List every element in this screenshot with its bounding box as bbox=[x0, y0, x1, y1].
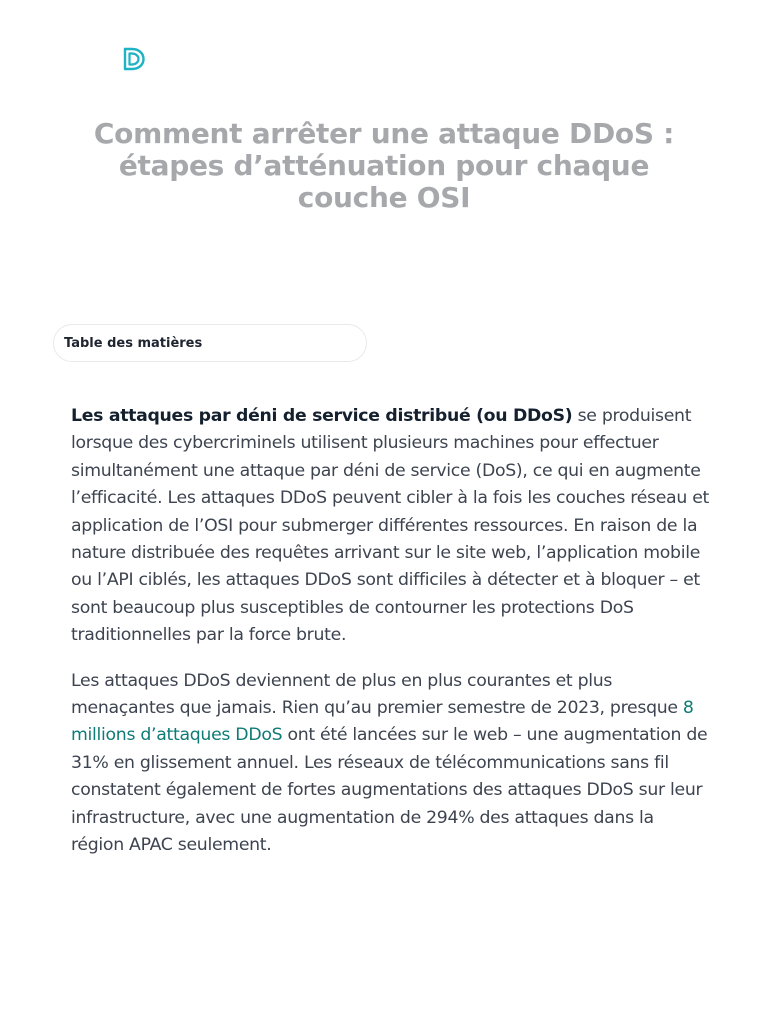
statistics-paragraph bbox=[71, 668, 711, 860]
brand-logo-icon[interactable] bbox=[121, 46, 147, 72]
intro-bold-lead: Les attaques par déni de service distribué (ou DDoS) bbox=[71, 406, 573, 426]
table-of-contents-label: Table des matières bbox=[64, 335, 203, 351]
table-of-contents-toggle[interactable] bbox=[53, 324, 367, 362]
brand-d-logo-icon bbox=[121, 46, 147, 72]
intro-paragraph bbox=[71, 403, 711, 650]
ddos-attacks-link[interactable]: 8 millions d’attaques DDoS bbox=[71, 698, 694, 746]
statistics-text-after: ont été lancées sur le web – une augmentation de 31% en glissement annuel. Les réseaux de télécommunications sans fil constatent également de fortes augmentations des attaques DDoS sur leur infrastructure, avec une augmentation de 294% des attaques dans la région APAC seulement. bbox=[71, 725, 708, 856]
intro-text: se produisent lorsque des cybercriminels utilisent plusieurs machines pour effectuer simultanément une attaque par déni de service (DoS), ce qui en augmente l’efficacité. Les attaques DDoS peuvent cibler à la fois les couches réseau et application de l’OSI pour submerger différentes ressources. En raison de la nature distribuée des requêtes arrivant sur le site web, l’application mobile ou l’API ciblés, les attaques DDoS sont difficiles à détecter et à bloquer – et sont beaucoup plus susceptibles de contourner les protections DoS traditionnelles par la force brute. bbox=[71, 406, 710, 646]
article-body bbox=[71, 403, 711, 878]
statistics-text-before: Les attaques DDoS deviennent de plus en plus courantes et plus menaçantes que jamais. Rien qu’au premier semestre de 2023, presque bbox=[71, 670, 683, 719]
page-title: Comment arrêter une attaque DDoS : étapes d’atténuation pour chaque couche OSI bbox=[93, 117, 675, 214]
